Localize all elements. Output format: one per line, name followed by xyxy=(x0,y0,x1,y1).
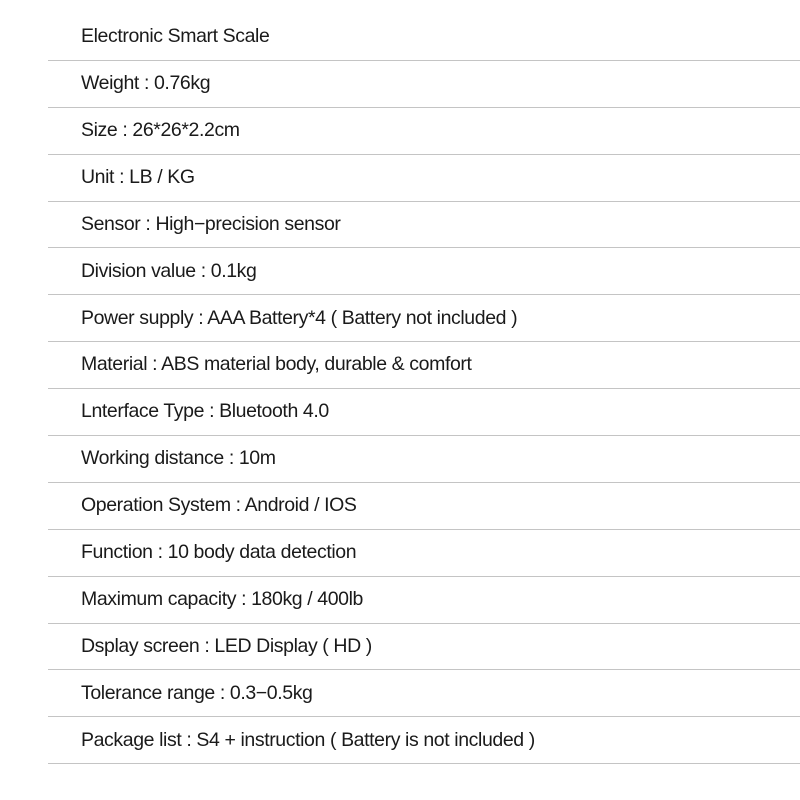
spec-display-screen: Dsplay screen : LED Display ( HD ) xyxy=(81,634,372,657)
spec-row-package-list xyxy=(48,717,800,764)
spec-row-display-screen xyxy=(48,624,800,671)
spec-unit: Unit : LB / KG xyxy=(81,165,195,188)
spec-row-operation-system xyxy=(48,483,800,530)
spec-sensor: Sensor : High−precision sensor xyxy=(81,212,341,235)
spec-row-sensor xyxy=(48,202,800,249)
spec-row-maximum-capacity xyxy=(48,577,800,624)
spec-row-power-supply xyxy=(48,295,800,342)
spec-package-list: Package list : S4 + instruction ( Battery is not included ) xyxy=(81,728,535,751)
spec-row-size xyxy=(48,108,800,155)
spec-title-row xyxy=(48,14,800,61)
spec-tolerance-range: Tolerance range : 0.3−0.5kg xyxy=(81,681,313,704)
product-title: Electronic Smart Scale xyxy=(81,25,270,48)
spec-function: Function : 10 body data detection xyxy=(81,540,357,563)
spec-row-function xyxy=(48,530,800,577)
spec-size: Size : 26*26*2.2cm xyxy=(81,118,240,141)
spec-row-weight xyxy=(48,61,800,108)
spec-interface-type: Lnterface Type : Bluetooth 4.0 xyxy=(81,400,329,423)
spec-row-unit xyxy=(48,155,800,202)
spec-operation-system: Operation System : Android / IOS xyxy=(81,494,357,517)
spec-row-working-distance xyxy=(48,436,800,483)
spec-power-supply: Power supply : AAA Battery*4 ( Battery not included ) xyxy=(81,306,518,329)
spec-material: Material : ABS material body, durable & comfort xyxy=(81,353,472,376)
spec-row-material xyxy=(48,342,800,389)
spec-working-distance: Working distance : 10m xyxy=(81,447,276,470)
spec-list xyxy=(48,14,800,764)
spec-maximum-capacity: Maximum capacity : 180kg / 400lb xyxy=(81,587,364,610)
spec-row-interface-type xyxy=(48,389,800,436)
spec-weight: Weight : 0.76kg xyxy=(81,72,211,95)
spec-row-division-value xyxy=(48,248,800,295)
spec-row-tolerance-range xyxy=(48,670,800,717)
spec-division-value: Division value : 0.1kg xyxy=(81,259,257,282)
